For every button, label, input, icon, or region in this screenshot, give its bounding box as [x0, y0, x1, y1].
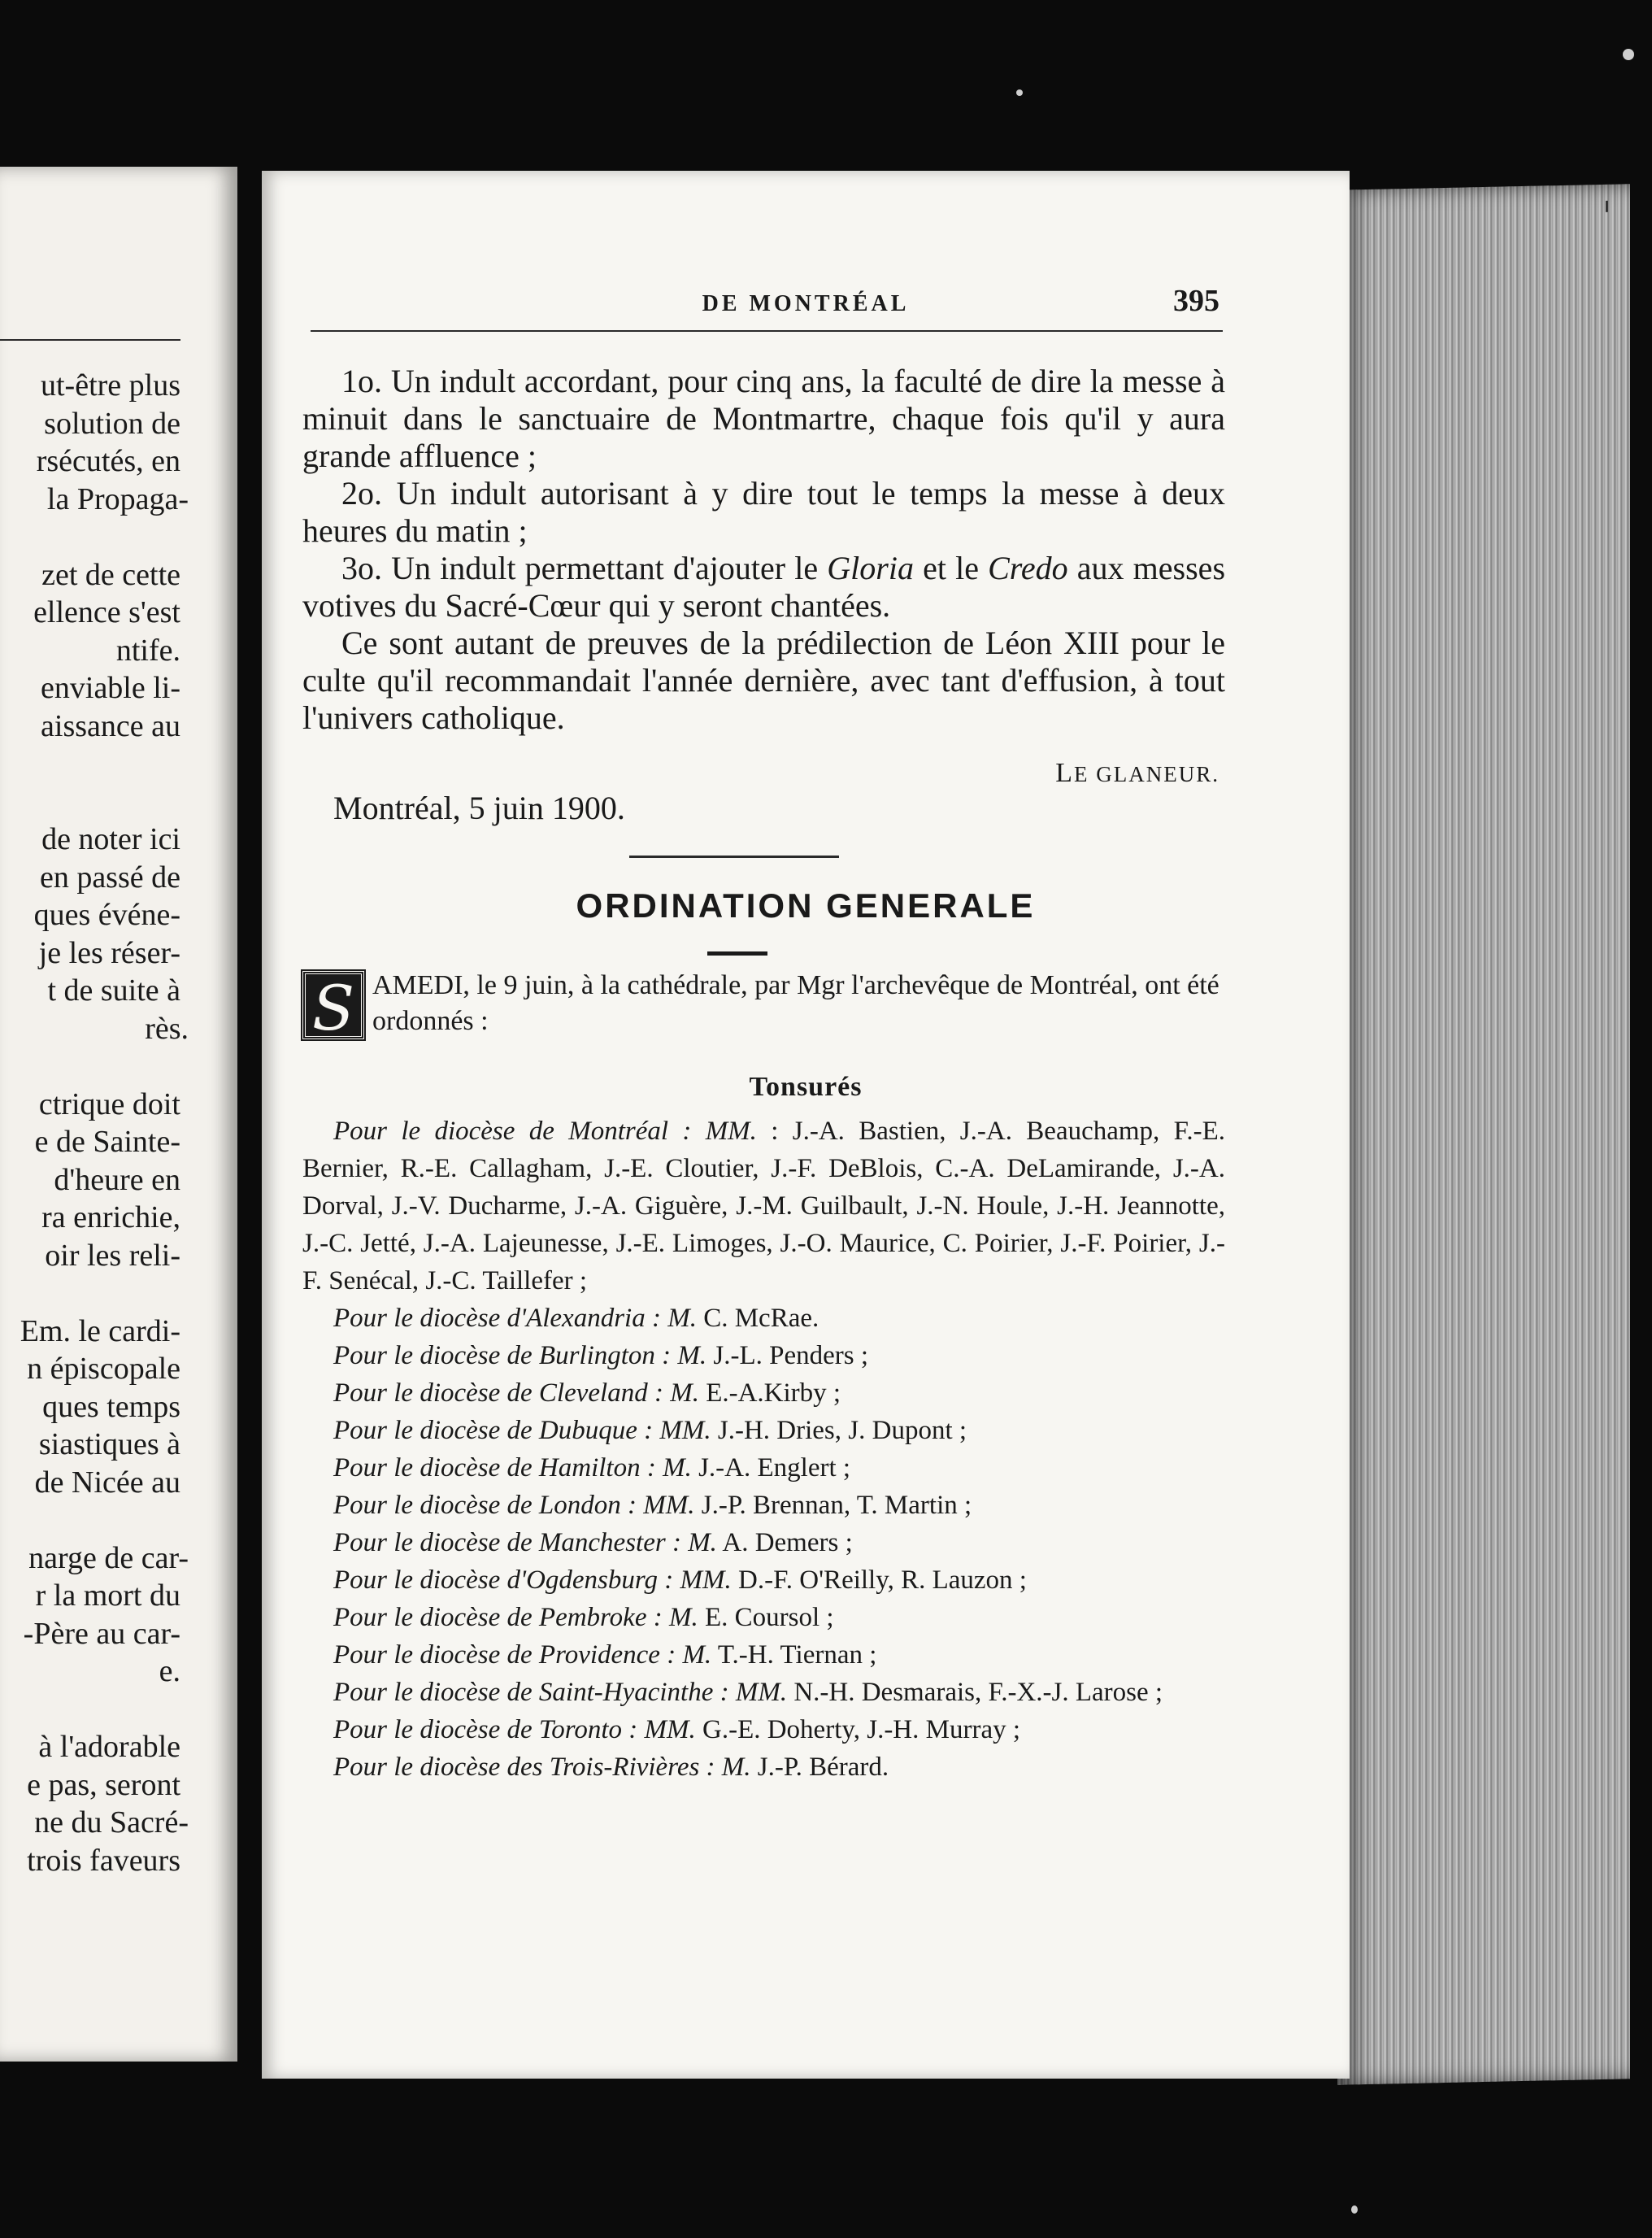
ordinand-names: D.-F. O'Reilly, R. Lauzon ;	[731, 1565, 1027, 1595]
left-page-line: ques temps	[42, 1389, 180, 1424]
left-page-line: e de Sainte-	[34, 1125, 180, 1159]
diocese-name: Pour le diocèse de Toronto :	[333, 1715, 638, 1744]
honorific: MM.	[680, 1565, 732, 1595]
right-page	[262, 171, 1350, 2079]
diocese-entry	[302, 1674, 1225, 1711]
left-page-line: -Père au car-	[23, 1616, 180, 1651]
honorific: MM.	[659, 1416, 711, 1445]
paragraph-3	[302, 550, 1225, 625]
left-header-rule	[0, 339, 180, 341]
ordinand-names: T.-H. Tiernan ;	[711, 1640, 877, 1670]
header-rule	[311, 330, 1223, 332]
left-page-line: narge de car-	[28, 1540, 189, 1575]
left-page-line: e pas, seront	[27, 1767, 180, 1802]
diocese-name: Pour le diocèse d'Ogdensburg :	[333, 1565, 674, 1595]
left-page-line: aissance au	[41, 708, 180, 743]
paragraph-3-mid: et le	[913, 550, 989, 586]
diocese-name: Pour le diocèse de Manchester :	[333, 1528, 681, 1557]
left-page-line: la Propaga-	[46, 481, 189, 516]
ordinand-names: : J.-A. Bastien, J.-A. Beauchamp, F.-E. Bernier, R.-E. Callagham, J.-E. Cloutier, J.-F. DeBlois, C.-A. DeLamirande, J.-A. Dorval, J.-V. Ducharme, J.-A. Giguère, J.-M. Guilbault, J.-N. Houle, J.-H. Jeannotte, J.-C. Jetté, J.-A. Lajeunesse, J.-E. Limoges, J.-O. Maurice, C. Poirier, J.-F. Poirier, J.-F. Senécal, J.-C. Taillefer ;	[302, 1117, 1225, 1295]
left-page-line: ra enrichie,	[41, 1200, 180, 1234]
ordinand-names: J.-L. Penders ;	[706, 1341, 869, 1370]
diocese-list	[302, 1112, 1225, 1786]
diocese-entry	[302, 1599, 1225, 1636]
left-page-line: siastiques à	[38, 1427, 180, 1461]
paragraph-4: Ce sont autant de preuves de la prédilection de Léon XIII pour le culte qu'il recommandait l'année dernière, avec tant d'effusion, à tout l'univers catholique.	[302, 625, 1225, 736]
honorific: MM.	[643, 1491, 695, 1520]
diocese-entry	[302, 1487, 1225, 1524]
left-page-line: ctrique doit	[38, 1086, 180, 1121]
honorific: MM.	[644, 1715, 696, 1744]
honorific: M.	[682, 1640, 712, 1670]
paragraph-3-prefix: 3o. Un indult permettant d'ajouter le	[341, 550, 828, 586]
diocese-name: Pour le diocèse de Montréal :	[333, 1117, 692, 1146]
title-underline	[707, 951, 767, 956]
scan-speck	[1351, 2205, 1358, 2214]
left-page-line: rsécutés, en	[36, 444, 180, 478]
signature-rest: E GLANEUR.	[1074, 762, 1219, 786]
left-page-line: solution de	[44, 406, 180, 441]
left-page-line: en passé de	[39, 860, 180, 895]
diocese-name: Pour le diocèse de Providence :	[333, 1640, 676, 1670]
honorific: M.	[668, 1603, 698, 1632]
page-number: 395	[1173, 284, 1219, 318]
diocese-entry	[302, 1636, 1225, 1674]
ordinand-names: E.-A.Kirby ;	[698, 1378, 841, 1408]
ordinand-names: A. Demers ;	[716, 1528, 853, 1557]
diocese-name: Pour le diocèse de Saint-Hyacinthe :	[333, 1678, 729, 1707]
diocese-entry	[302, 1337, 1225, 1374]
diocese-name: Pour le diocèse de Burlington :	[333, 1341, 672, 1370]
scan-speck	[1623, 49, 1634, 60]
gloria-word: Gloria	[827, 550, 914, 586]
left-page-line: r la mort du	[35, 1578, 180, 1613]
honorific: MM.	[735, 1678, 788, 1707]
left-page-line: Em. le cardi-	[20, 1313, 180, 1348]
left-page-line: rès.	[145, 1011, 189, 1046]
scan-speck	[1016, 89, 1023, 96]
diocese-entry	[302, 1711, 1225, 1748]
diocese-name: Pour le diocèse de Pembroke :	[333, 1603, 663, 1632]
dateline: Montréal, 5 juin 1900.	[333, 790, 625, 826]
left-page-line: oir les reli-	[45, 1238, 180, 1273]
ordinand-names: J.-P. Brennan, T. Martin ;	[694, 1491, 972, 1520]
diocese-name: Pour le diocèse de Cleveland :	[333, 1378, 663, 1408]
left-page-line: enviable li-	[41, 671, 180, 705]
left-page-line: ne du Sacré-	[34, 1805, 189, 1840]
diocese-name: Pour le diocèse des Trois-Rivières :	[333, 1753, 715, 1782]
diocese-entry	[302, 1561, 1225, 1599]
running-head: DE MONTRÉAL	[702, 291, 910, 316]
left-page	[0, 167, 237, 2062]
diocese-name: Pour le diocèse de London :	[333, 1491, 637, 1520]
ordination-intro	[302, 968, 1225, 1044]
left-page-line: ellence s'est	[33, 595, 180, 629]
indult-list	[302, 363, 1225, 737]
ordinand-names: J.-H. Dries, J. Dupont ;	[711, 1416, 967, 1445]
intro-text: AMEDI, le 9 juin, à la cathédrale, par Mgr l'archevêque de Montréal, ont été ordonnés :	[372, 970, 1219, 1036]
subhead-tonsures: Tonsurés	[749, 1072, 863, 1102]
diocese-entry	[302, 1412, 1225, 1449]
left-page-line: zet de cette	[41, 557, 180, 592]
signature-initial: L	[1055, 758, 1075, 788]
diocese-name: Pour le diocèse de Dubuque :	[333, 1416, 654, 1445]
honorific: M.	[670, 1378, 699, 1408]
left-page-line: d'heure en	[54, 1162, 180, 1197]
diocese-entry	[302, 1449, 1225, 1487]
honorific: MM.	[705, 1117, 757, 1146]
honorific: M.	[663, 1453, 692, 1483]
ordinand-names: G.-E. Doherty, J.-H. Murray ;	[695, 1715, 1021, 1744]
left-page-line: je les réser-	[38, 935, 180, 970]
section-divider	[629, 856, 839, 858]
diocese-entry	[302, 1112, 1225, 1300]
edge-mark	[1606, 201, 1608, 212]
honorific: M.	[721, 1753, 751, 1782]
diocese-entry	[302, 1524, 1225, 1561]
left-page-line: ques événe-	[33, 898, 180, 932]
left-page-line: ntife.	[115, 633, 180, 668]
diocese-entry	[302, 1300, 1225, 1337]
left-page-line: trois faveurs	[27, 1843, 180, 1878]
paragraph-3-suffix: aux messes votives du Sacré-Cœur qui y seront chantées.	[302, 550, 1226, 624]
diocese-entry	[302, 1748, 1225, 1786]
left-page-line: t de suite à	[47, 973, 180, 1008]
diocese-name: Pour le diocèse de Hamilton :	[333, 1453, 656, 1483]
ordinand-names: C. McRae.	[696, 1304, 819, 1333]
ordinand-names: N.-H. Desmarais, F.-X.-J. Larose ;	[787, 1678, 1163, 1707]
left-page-line: ut-être plus	[40, 368, 180, 403]
honorific: M.	[677, 1341, 707, 1370]
ordinand-names: J.-A. Englert ;	[691, 1453, 851, 1483]
left-page-line: e.	[159, 1654, 180, 1688]
diocese-entry	[302, 1374, 1225, 1412]
ordinand-names: E. Coursol ;	[698, 1603, 834, 1632]
honorific: M.	[688, 1528, 717, 1557]
left-page-line: à l'adorable	[38, 1730, 180, 1764]
paragraph-1: 1o. Un indult accordant, pour cinq ans, la faculté de dire la messe à minuit dans le sanctuaire de Montmartre, chaque fois qu'il y aura grande affluence ;	[302, 363, 1225, 474]
signature	[1055, 758, 1219, 789]
section-title: ORDINATION GENERALE	[576, 886, 1036, 925]
left-page-line: de noter ici	[41, 822, 180, 856]
left-page-line: n épiscopale	[27, 1352, 180, 1386]
honorific: M.	[667, 1304, 697, 1333]
dropcap-letter: S	[302, 971, 364, 1039]
book-page-edges	[1337, 184, 1630, 2085]
credo-word: Credo	[988, 550, 1068, 586]
ordinand-names: J.-P. Bérard.	[750, 1753, 889, 1782]
left-page-line: de Nicée au	[34, 1465, 180, 1500]
diocese-name: Pour le diocèse d'Alexandria :	[333, 1304, 661, 1333]
paragraph-2: 2o. Un indult autorisant à y dire tout le temps la messe à deux heures du matin ;	[302, 475, 1225, 549]
